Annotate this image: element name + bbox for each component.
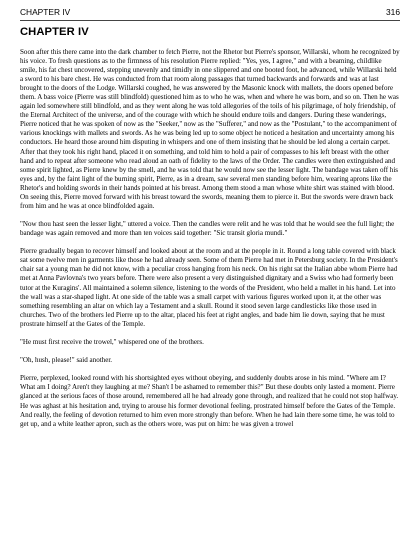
paragraph-1: Soon after this there came into the dark chamber to fetch Pierre, not the Rhetor but Pierre's sponsor, Willarski, whom he recognized by his voice. To fresh questions as to the firmness of his resolution Pierre replied: "Yes, yes, I agree," and with a beaming, childlike smile, his fat chest uncovered, stepping unevenly and timidly in one slippered and one booted foot, he advanced, while Willarski held a sword to his bare chest. He was conducted from that room along passages that turned backwards and forwards and was at last brought to the doors of the Lodge. Willarski coughed, he was answered by the Masonic knock with mallets, the doors opened before them. A bass voice (Pierre was still blindfold) questioned him as to who he was, when and where he was born, and so on. Then he was again led somewhere still blindfold, and as they went along he was told allegories of the toils of his pilgrimage, of holy friendship, of the Eternal Architect of the universe, and of the courage with which he should endure toils and dangers. During these wanderings, Pierre noticed that he was spoken of now as the "Seeker," now as the "Sufferer," and now as the "Postulant," to the accompaniment of various knockings with mallets and swords. As he was being led up to some object he noticed a hesitation and uncertainty among his conductors. He heard those around him disputing in whispers and one of them insisting that he should be led along a certain carpet. After that they took his right hand, placed it on something, and told him to hold a pair of compasses to his left breast with the other hand and to repeat after someone who read aloud an oath of fidelity to the laws of the Order. The candles were then extinguished and some spirit lighted, as Pierre knew by the smell, and he was told that he would now see the lesser light. The bandage was taken off his eyes and, by the faint light of the burning spirit, Pierre, as in a dream, saw several men standing before him, wearing aprons like the Rhetor's and holding swords in their hands pointed at his breast. Among them stood a man whose white shirt was stained with blood. On seeing this, Pierre moved forward with his breast toward the swords, meaning them to pierce it. But the swords were drawn back from him and he was at once blindfolded again.	[20, 48, 400, 210]
running-header	[20, 7, 400, 18]
paragraph-5: "Oh, hush, please!" said another.	[20, 356, 113, 365]
paragraph-2: "Now thou hast seen the lesser light," uttered a voice. Then the candles were relit and he was told that he would see the full light; the bandage was again removed and more than ten voices said together: "Sic transit gloria mundi."	[20, 220, 395, 238]
paragraph-3: Pierre gradually began to recover himself and looked about at the room and at the people in it. Round a long table covered with black sat some twelve men in garments like those he had already seen. Some of them Pierre had met in Petersburg society. In the President's chair sat a young man he did not know, with a peculiar cross hanging from his neck. On his right sat the Italian abbe whom Pierre had met at Anna Pavlovna's two years before. There were also present a very distinguished dignitary and a Swiss who had formerly been tutor at the Kuragins'. All maintained a solemn silence, listening to the words of the President, who held a mallet in his hand. Let into the wall was a star-shaped light. At one side of the table was a small carpet with various figures worked upon it, at the other was something resembling an altar on which lay a Testament and a skull. Round it stood seven large candlesticks like those used in churches. Two of the brothers led Pierre up to the altar, placed his feet at right angles, and bade him lie down, saying that he must prostrate himself at the Gates of the Temple.	[20, 247, 398, 328]
chapter-title: CHAPTER IV	[20, 26, 89, 38]
paragraph-4: "He must first receive the trowel," whispered one of the brothers.	[20, 337, 204, 346]
paragraph-6: Pierre, perplexed, looked round with his shortsighted eyes without obeying, and suddenly doubts arose in his mind. "Where am I? What am I doing? Aren't they laughing at me? Shan't I be ashamed to remember this?" But these doubts only lasted a moment. Pierre glanced at the serious faces of those around, remembered all he had already gone through, and realized that he could not stop halfway. He was aghast at his hesitation and, trying to arouse his former devotional feeling, prostrated himself before the Gates of the Temple. And really, the feeling of devotion returned to him even more strongly than before. When he had lain there some time, he was told to get up, and a white leather apron, such as the others wore, was put on him: he was given a trowel	[20, 374, 399, 428]
page-number: 316	[386, 7, 400, 17]
header-divider	[20, 20, 400, 21]
header-chapter-label: CHAPTER IV	[20, 7, 71, 17]
